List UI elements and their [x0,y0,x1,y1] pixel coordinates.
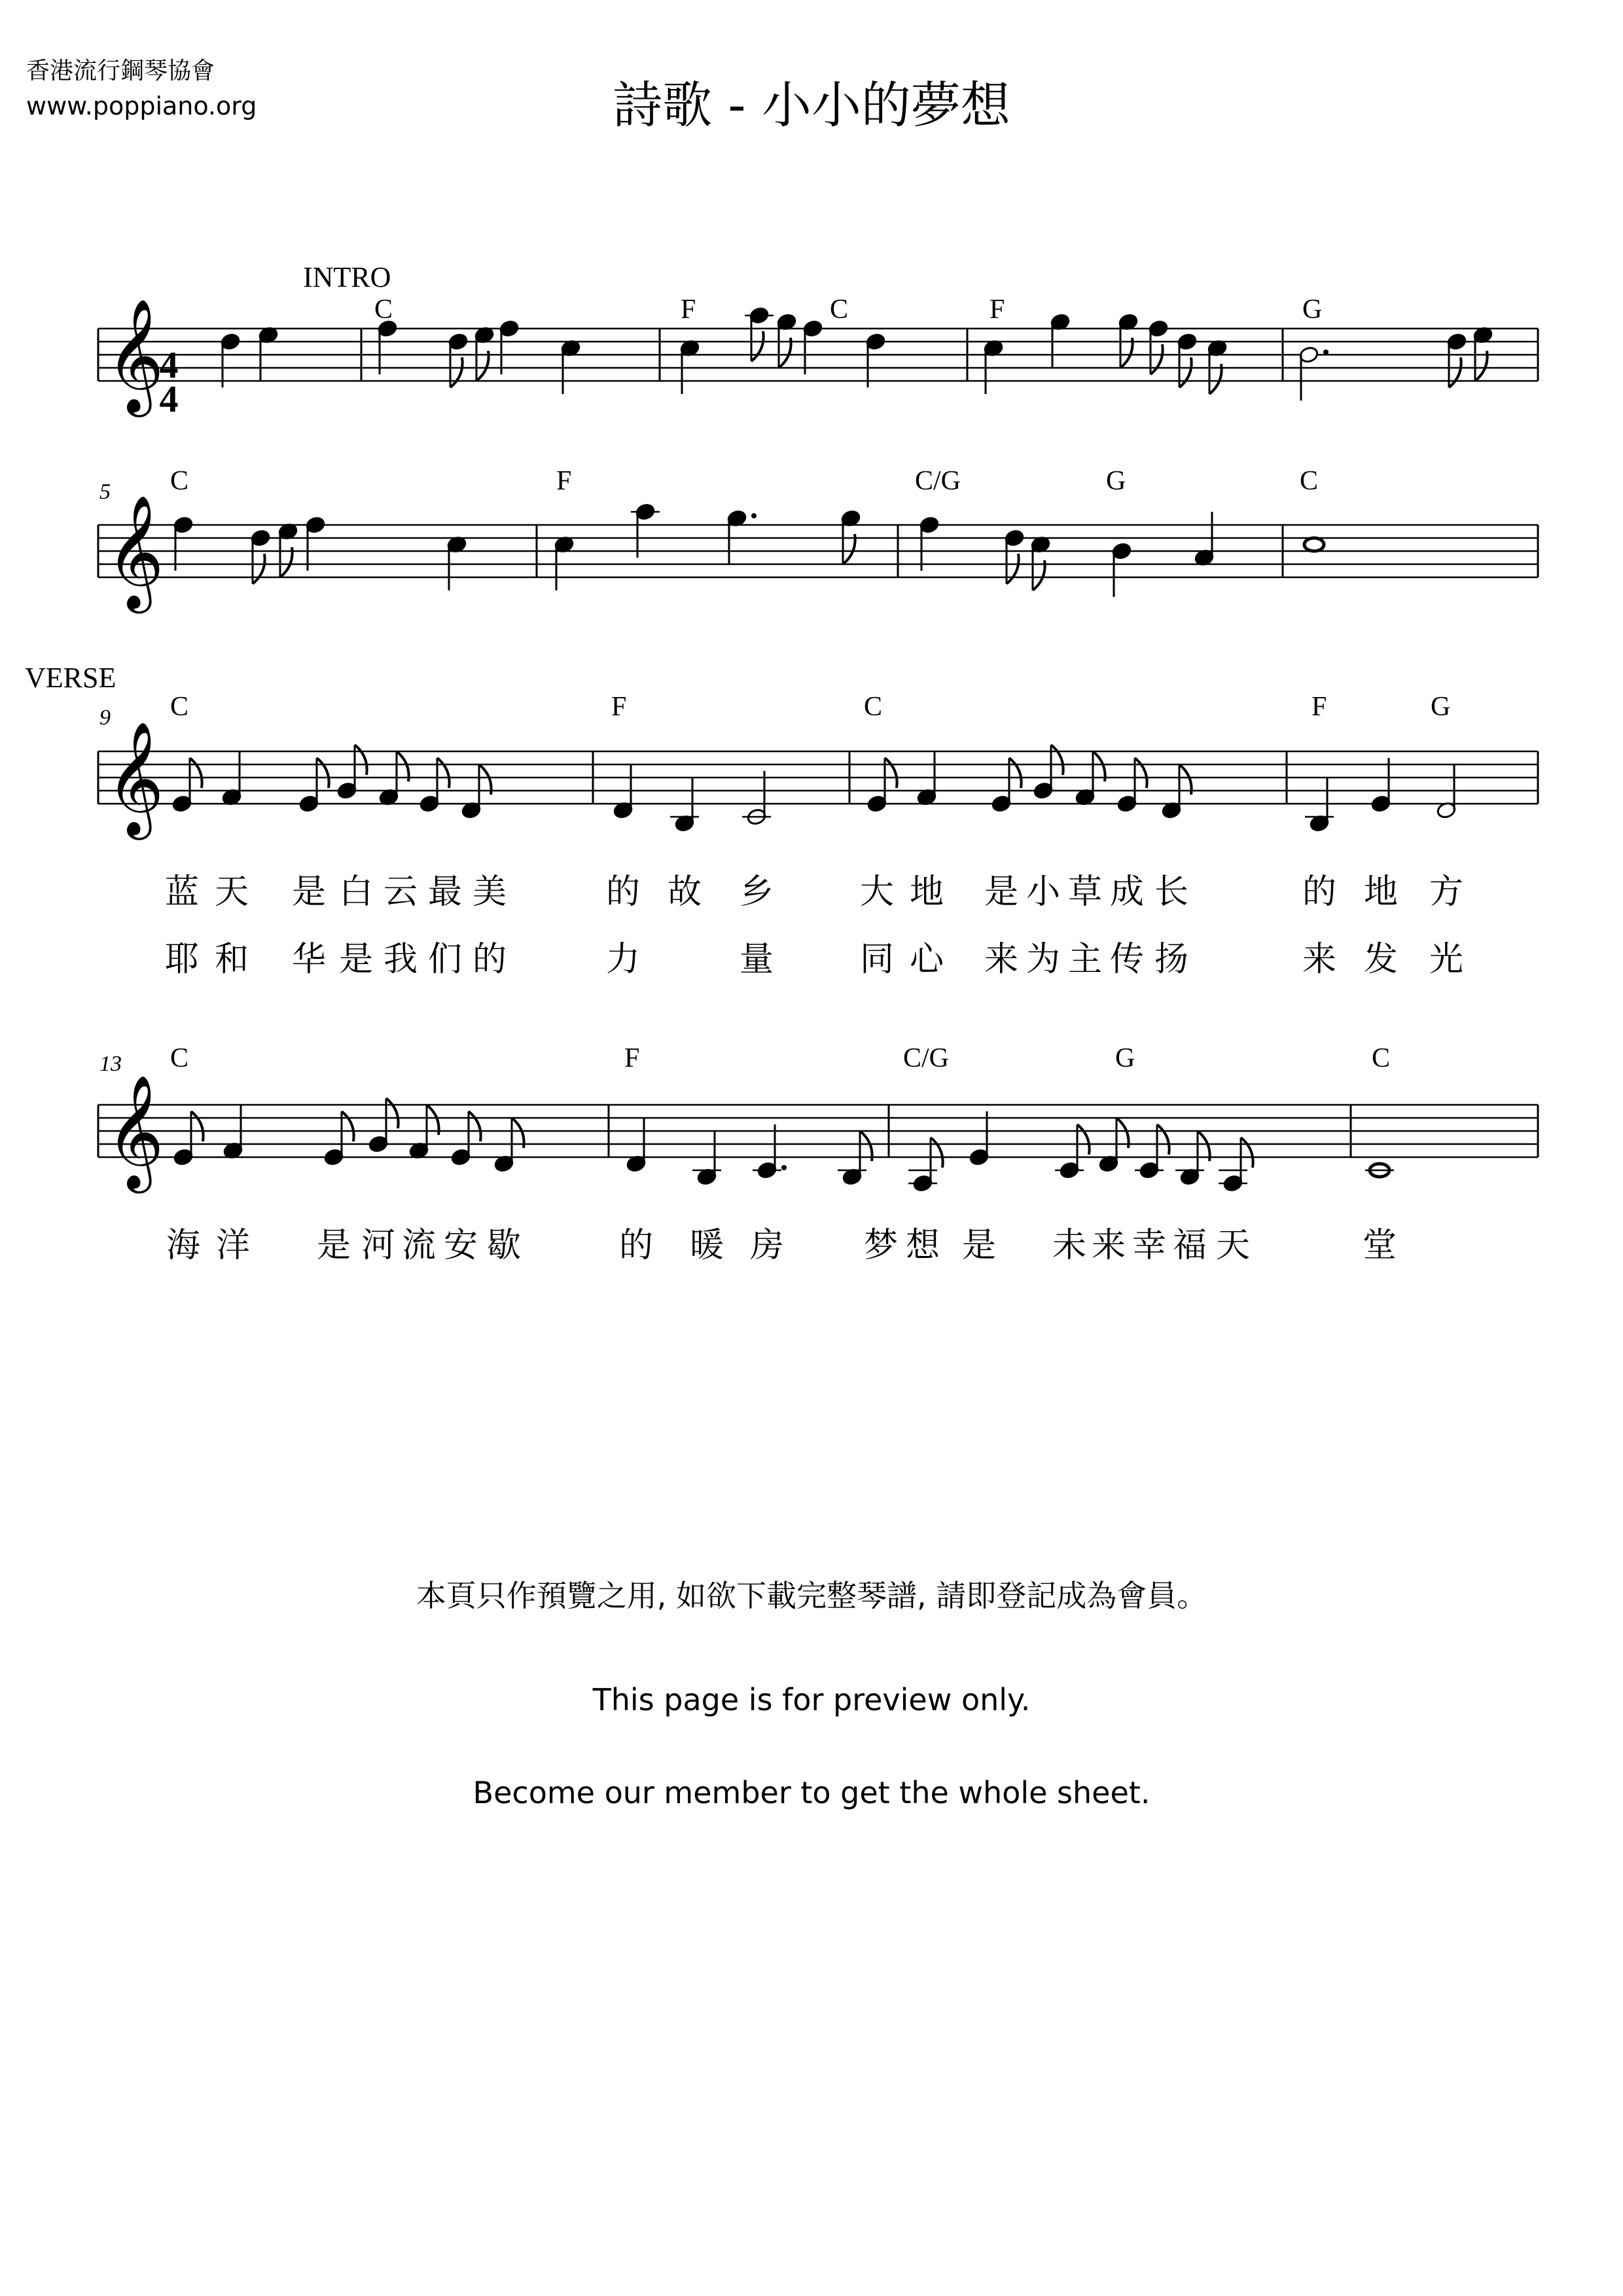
preview-notice-chinese: 本頁只作預覽之用, 如欲下載完整琴譜, 請即登記成為會員。 [416,1578,1207,1613]
barlines [98,329,1538,1157]
chord-symbol: F [1311,692,1327,722]
chord-symbol: G [1106,466,1126,496]
note [250,529,270,584]
note [1304,538,1324,551]
lyric-character: 我 [383,940,418,979]
note [840,509,861,564]
lyric-character: 心 [909,940,944,979]
note [838,1131,872,1186]
lyric-character: 同 [859,940,895,979]
lyric-character: 幸 [1132,1226,1167,1265]
lyric-character: 华 [291,940,327,979]
note [1177,332,1197,387]
lyric-character: 为 [1026,940,1061,979]
lyric-character: 光 [1429,940,1464,979]
lyrics-line-3 [0,1217,1623,1263]
lyric-character: 扬 [1154,940,1189,979]
lyric-character: 乡 [739,872,774,912]
staff-lines [98,329,1538,1157]
note [173,1111,203,1166]
note [377,319,397,374]
note [919,516,939,571]
note [493,1118,524,1173]
note [626,1118,646,1173]
lyric-character: 梦 [863,1226,899,1265]
note [745,306,774,361]
chord-symbol: C [1300,466,1319,496]
lyric-character: 是 [961,1226,997,1265]
note [1030,535,1050,590]
section-label-verse: VERSE [25,662,116,694]
note [1111,542,1132,597]
note [323,1111,353,1166]
chord-symbol: C [374,295,393,325]
lyric-character: 蓝 [164,872,200,912]
note [916,751,936,806]
section-label-intro: INTRO [303,261,391,293]
note [1370,758,1391,813]
note [631,503,660,558]
chord-symbol: C/G [915,466,961,496]
note [1194,512,1214,567]
lyric-character: 想 [905,1226,940,1265]
note [670,778,699,833]
treble-clef-icon: 𝄞 [106,1078,164,1187]
lyric-character: 来 [1091,1226,1126,1265]
note [613,764,633,819]
note [450,1111,480,1166]
lyric-character: 发 [1363,940,1399,979]
note [1298,346,1329,401]
chord-symbol: C [830,295,849,325]
note [499,319,519,374]
note [1175,1131,1210,1186]
note [1472,326,1493,381]
note [776,313,796,368]
note [726,509,757,564]
lyric-character: 方 [1429,872,1464,912]
chord-symbol: C/G [903,1043,950,1073]
lyric-character: 是 [316,1226,351,1265]
lyric-character: 的 [1302,872,1337,912]
time-signature-top: 4 [159,344,179,386]
lyric-character: 成 [1109,872,1145,912]
note [991,758,1021,813]
lyric-character: 草 [1067,872,1103,912]
note [1033,745,1063,800]
note [258,326,278,381]
lyric-character: 云 [383,872,418,912]
lyric-character: 们 [427,940,463,979]
lyric-character: 堂 [1362,1226,1397,1265]
lyric-character: 大 [859,872,895,912]
chord-symbol: G [1302,295,1323,325]
note [908,1138,943,1193]
treble-clef-icon: 𝄞 [106,302,164,410]
lyric-character: 小 [1026,872,1061,912]
lyric-character: 来 [1302,940,1337,979]
chord-symbol: F [624,1043,640,1073]
chord-symbol: C [864,692,883,722]
lyric-character: 流 [401,1226,437,1265]
note [802,319,823,374]
lyric-character: 地 [909,872,944,912]
note [554,535,574,590]
note [679,339,700,394]
lyric-character: 天 [1215,1226,1251,1265]
chord-symbol: G [1431,692,1451,722]
note [865,332,885,387]
note [1446,332,1467,387]
treble-clef-icon: 𝄞 [106,498,164,607]
note [336,745,366,800]
lyric-character: 未 [1052,1226,1087,1265]
lyric-character: 故 [667,872,702,912]
lyric-character: 量 [739,940,774,979]
lyric-character: 是 [338,940,374,979]
note [298,758,329,813]
note [969,1111,989,1166]
note [368,1098,398,1153]
lyric-character: 美 [472,872,507,912]
note [1098,1118,1128,1173]
site-url: www.poppiano.org [26,92,257,120]
measure-number-5: 5 [99,480,111,504]
note [378,751,408,806]
note [1148,319,1168,374]
lyric-character: 安 [443,1226,478,1265]
note [692,1131,721,1186]
site-name: 香港流行鋼琴協會 [26,58,215,84]
note [560,339,580,394]
note [1050,313,1070,368]
measure-number-13: 13 [99,1052,122,1076]
note [474,326,494,381]
note [223,1105,243,1160]
note [1207,339,1227,394]
lyric-character: 和 [214,940,249,979]
note [461,764,491,819]
lyric-character: 最 [427,872,463,912]
note [221,751,241,806]
lyric-character: 福 [1172,1226,1207,1265]
lyric-character: 地 [1363,872,1399,912]
note [753,1124,787,1179]
lyrics-line-2 [0,931,1623,977]
time-signature-bottom: 4 [159,378,179,420]
note [742,771,771,826]
lyric-character: 是 [291,872,327,912]
note [171,758,202,813]
chord-symbol: C [1372,1043,1391,1073]
note [419,758,449,813]
treble-clef-icon: 𝄞 [106,725,164,833]
note [866,758,897,813]
lyric-character: 耶 [164,940,200,979]
lyric-character: 白 [338,872,374,912]
lyric-character: 天 [214,872,249,912]
preview-notice-english-1: This page is for preview only. [592,1682,1031,1717]
chord-symbol: G [1115,1043,1135,1073]
lyric-character: 传 [1109,940,1145,979]
lyric-character: 歇 [486,1226,522,1265]
note [305,516,325,571]
note [448,332,468,387]
note [1116,758,1147,813]
lyric-character: 的 [618,1226,654,1265]
note [983,339,1003,394]
preview-notice-english-2: Become our member to get the whole sheet. [473,1775,1150,1810]
chord-symbol: C [170,1043,189,1073]
chord-symbol: F [681,295,696,325]
note [1161,764,1191,819]
note [1305,778,1334,833]
chord-symbol: C [170,692,189,722]
lyric-character: 力 [605,940,641,979]
chord-symbol: F [990,295,1005,325]
chord-symbol: F [556,466,572,496]
note [446,535,467,590]
chord-symbol: F [611,692,627,722]
lyric-character: 的 [472,940,507,979]
note [277,522,298,577]
lyrics-line-1 [0,864,1623,910]
note [220,332,240,387]
lyric-character: 是 [984,872,1019,912]
note [173,516,193,571]
note [1075,751,1105,806]
lyric-character: 海 [166,1226,201,1265]
lyric-character: 的 [605,872,641,912]
chord-symbol: C [170,466,189,496]
note [1135,1124,1169,1179]
note [1004,529,1024,584]
note [408,1105,438,1160]
lyric-character: 房 [749,1226,785,1265]
measure-number-9: 9 [99,706,111,730]
lyric-character: 洋 [215,1226,251,1265]
note [1365,1164,1394,1177]
note [1219,1138,1253,1193]
note [1118,313,1138,368]
lyric-character: 主 [1067,940,1103,979]
lyric-character: 来 [984,940,1019,979]
note [1436,764,1456,819]
notes [171,306,1493,1193]
lyric-character: 长 [1154,872,1189,912]
lyric-character: 暖 [689,1226,724,1265]
lyric-character: 河 [361,1226,396,1265]
note [1055,1124,1090,1179]
song-title: 詩歌 - 小小的夢想 [613,76,1010,134]
